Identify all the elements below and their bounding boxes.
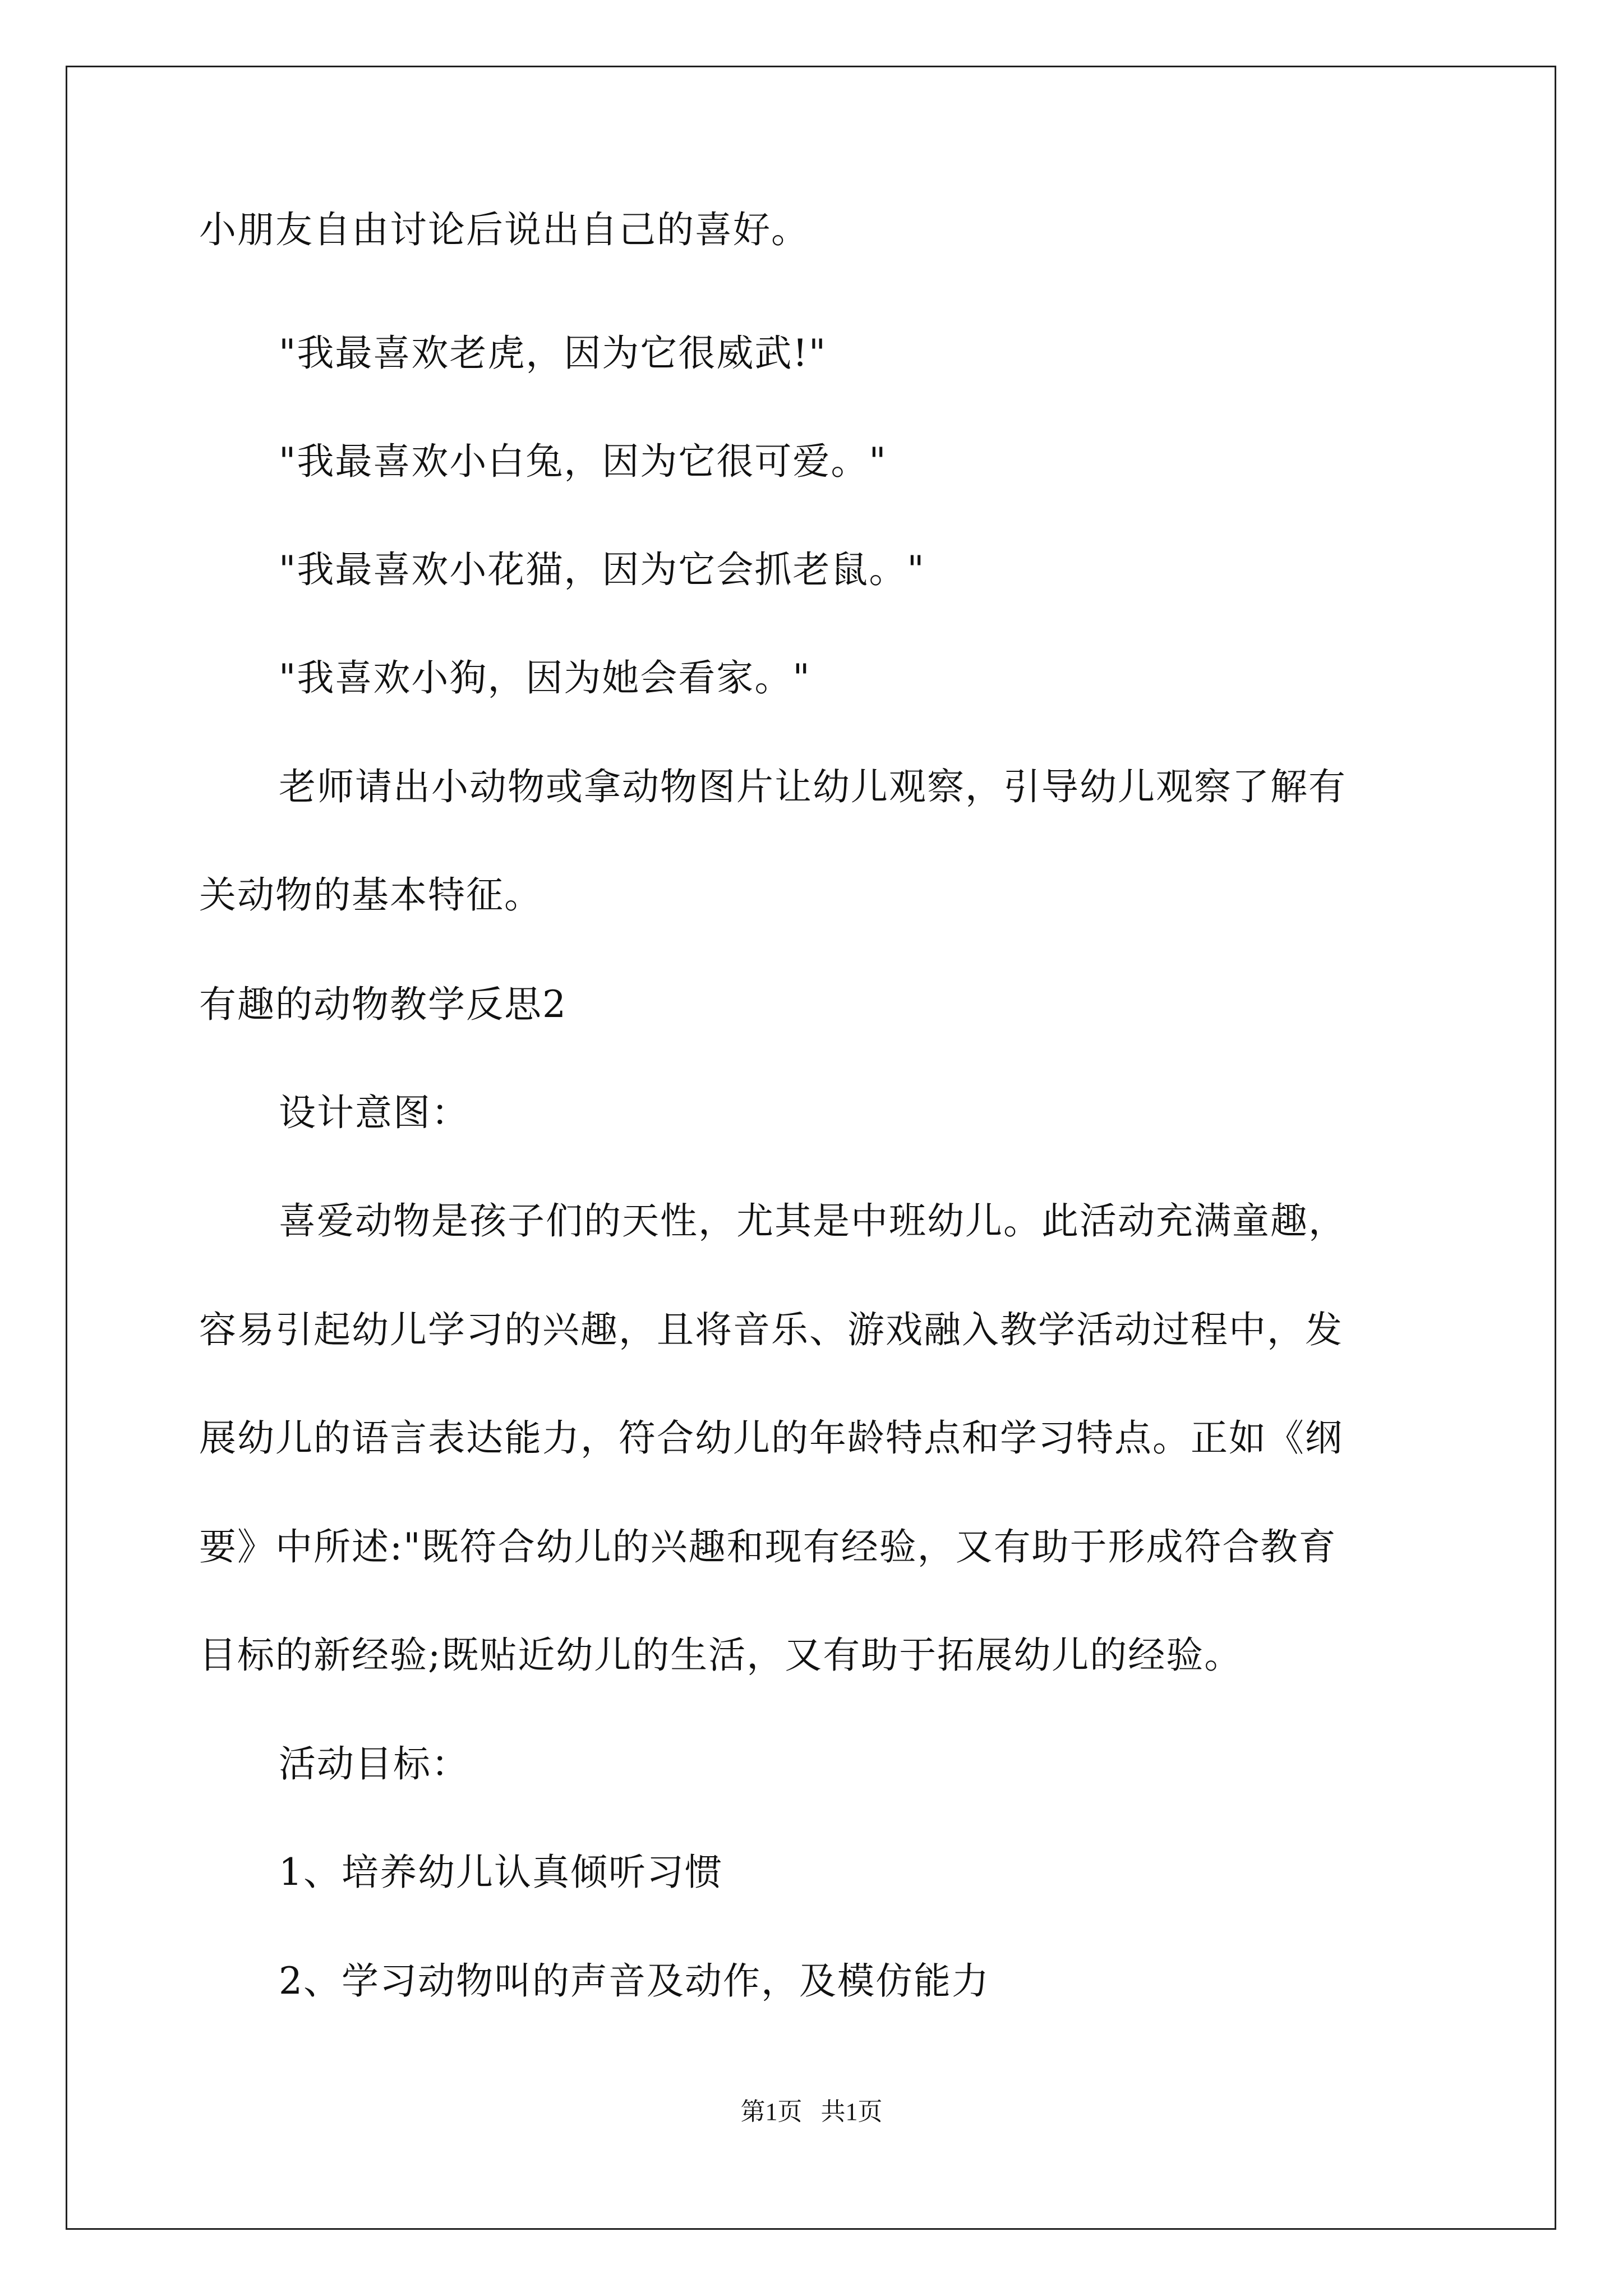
list-item: 1、培养幼儿认真倾听习惯: [279, 1851, 723, 1894]
text-line: "我最喜欢小白兔，因为它很可爱。": [279, 440, 887, 483]
text-line: 老师请出小动物或拿动物图片让幼儿观察，引导幼儿观察了解有: [279, 765, 1347, 808]
text-line: 关动物的基本特征。: [199, 873, 542, 917]
list-item: 2、学习动物叫的声音及动作，及模仿能力: [279, 1959, 990, 2003]
text-line: 目标的新经验;既贴近幼儿的生活，又有助于拓展幼儿的经验。: [199, 1634, 1243, 1677]
text-line: "我喜欢小狗，因为她会看家。": [279, 656, 811, 700]
section-heading: 有趣的动物教学反思2: [199, 983, 567, 1026]
text-line: 活动目标：: [279, 1742, 469, 1786]
text-line: "我最喜欢老虎，因为它很威武!": [279, 332, 827, 375]
page-border: [66, 66, 1556, 2230]
text-line: "我最喜欢小花猫，因为它会抓老鼠。": [279, 548, 925, 591]
page-footer: 第1页 共1页: [740, 2098, 883, 2125]
text-line: 展幼儿的语言表达能力，符合幼儿的年龄特点和学习特点。正如《纲: [199, 1416, 1343, 1460]
text-line: 要》中所述:"既符合幼儿的兴趣和现有经验，又有助于形成符合教育: [199, 1525, 1337, 1568]
text-line: 喜爱动物是孩子们的天性，尤其是中班幼儿。此活动充满童趣，: [279, 1199, 1347, 1243]
text-line: 小朋友自由讨论后说出自己的喜好。: [199, 208, 809, 251]
text-line: 容易引起幼儿学习的兴趣，且将音乐、游戏融入教学活动过程中，发: [199, 1308, 1343, 1351]
text-line: 设计意图：: [279, 1091, 469, 1134]
